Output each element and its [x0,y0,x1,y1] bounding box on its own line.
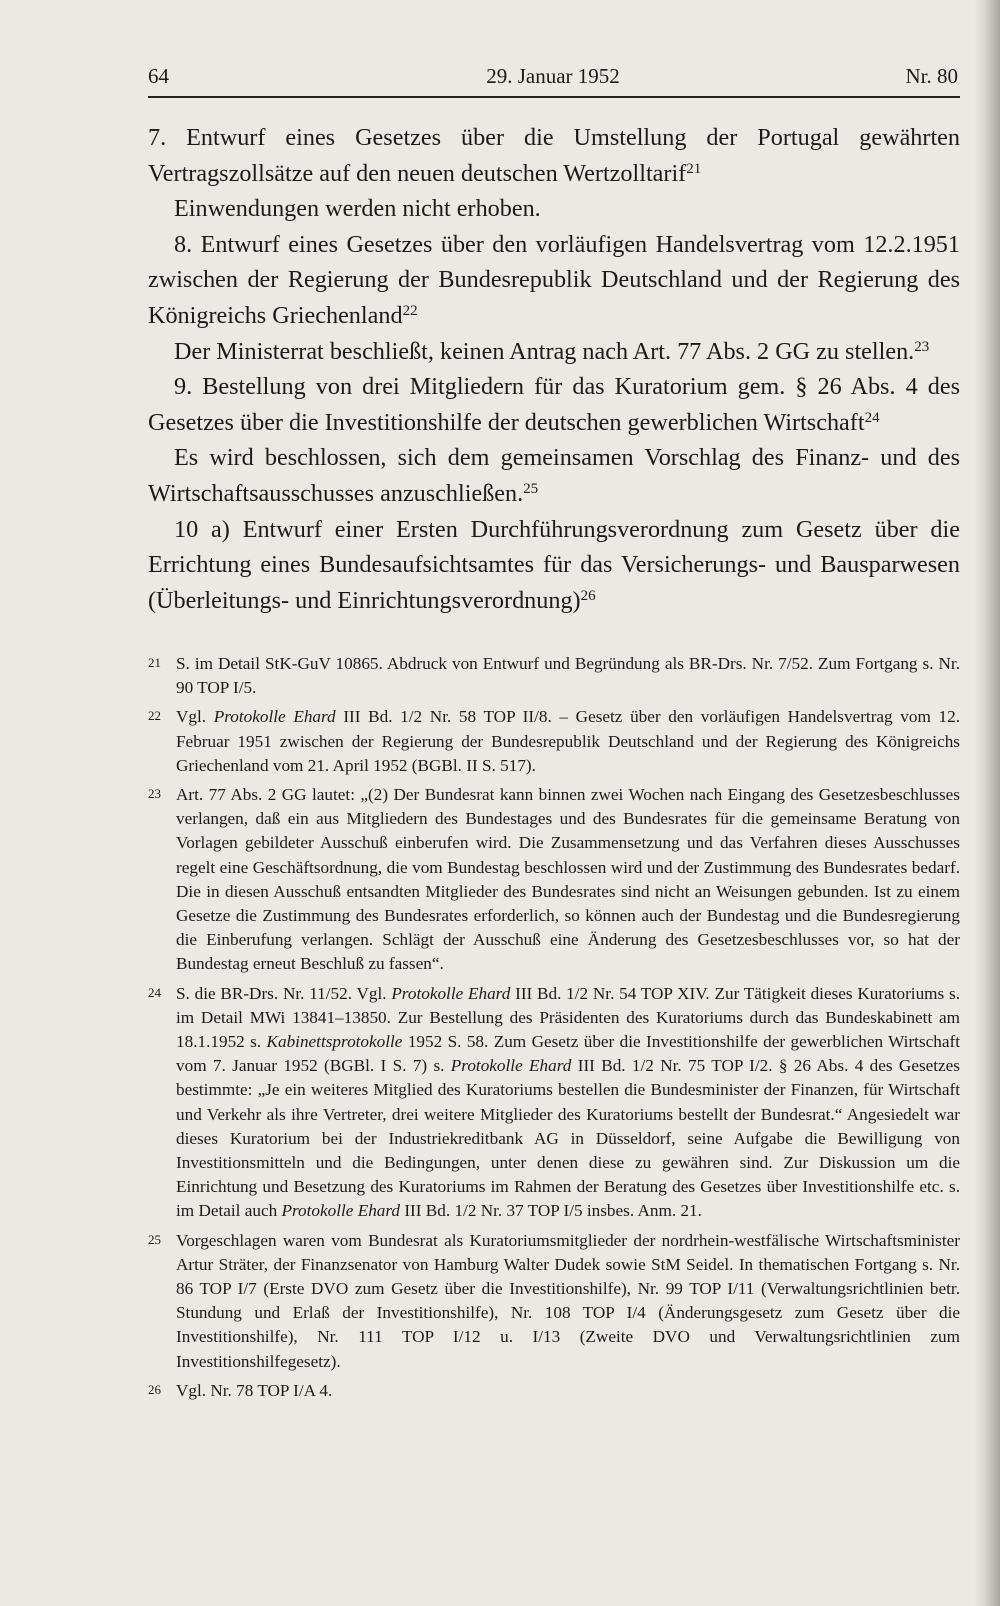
main-text [148,120,960,618]
agenda-item-7 [148,120,960,191]
footnote-number: 21 [148,655,161,670]
footnote-text: Vgl. Nr. 78 TOP I/A 4. [176,1380,333,1400]
paragraph-text: Einwendungen werden nicht erhoben. [174,195,541,223]
footnote-text: S. die BR-Drs. Nr. 11/52. Vgl. [176,983,392,1003]
paragraph-text: 8. Entwurf eines Gesetzes über den vorläufigen Handelsvertrag vom 12.2.1951 zwischen der Regierung der Bundesrepublik Deutschland und der Regierung des Königreichs Griechenland [148,230,960,329]
footnote-text: Vgl. [176,707,214,727]
footnote-text: Art. 77 Abs. 2 GG lautet: „(2) Der Bundesrat kann binnen zwei Wochen nach Eingang des Gesetzesbeschlusses verlangen, daß ein aus Mitgliedern des Bundestages und des Bundesrates für die gemeinsame Beratung von Vorlagen gebildeter Ausschuß einberufen wird. Die Zusammensetzung und das Verfahren dieses Ausschusses regelt eine Geschäftsordnung, die vom Bundestag beschlossen wird und der Zustimmung des Bundesrates bedarf. Die in diesen Ausschuß entsandten Mitglieder des Bundesrates sind nicht an Weisungen gebunden. Ist zu einem Gesetze die Zustimmung des Bundesrates erforderlich, so können auch der Bundestag und die Bundesregierung die Einberufung verlangen. Schlägt der Ausschuß eine Änderung des Gesetzesbeschlusses vor, so hat der Bundestag erneut Beschluß zu fassen“. [176,785,960,974]
footnote-22 [148,705,960,778]
session-date: 29. Januar 1952 [486,64,620,88]
footnote-23 [148,783,960,977]
cited-work-title: Protokolle Ehard [281,1201,401,1221]
paragraph-text: 7. Entwurf eines Gesetzes über die Umstellung der Portugal gewährten Vertragszollsätze auf den neuen deutschen Wertzolltarif [148,124,960,187]
footnote-21 [148,652,960,700]
footnote-ref: 22 [402,302,418,319]
agenda-item-8 [148,227,960,334]
footnotes [148,652,960,1408]
footnote-text: III Bd. 1/2 Nr. 75 TOP I/2. § 26 Abs. 4 des Gesetzes bestimmte: „Je ein weiteres Mitglied des Kuratoriums bestellen die Bundesminister der Finanzen, für Wirtschaft und Verkehr als ihre Vertreter, drei weitere Mitglieder des Kuratoriums bestellt der Bundesrat.“ Angesiedelt war dieses Kuratorium bei der Industriekreditbank AG in Düsseldorf, seine Aufgabe die Bewilligung von Investitionsmitteln und die Bedingungen, unter denen diese zu gewähren sind. Zur Diskussion um die Einrichtung und Besetzung des Kuratoriums im Rahmen der Beratung des Gesetzes über Investitionshilfe etc. s. im Detail auch [176,1056,960,1221]
cited-work-title: Kabinettsprotokolle [266,1032,403,1052]
footnote-text: S. im Detail StK-GuV 10865. Abdruck von Entwurf und Begründung als BR-Drs. Nr. 7/52. Zum Fortgang s. Nr. 90 TOP I/5. [176,654,960,698]
cited-work-title: Protokolle Ehard [213,707,336,727]
footnote-text: 1952 S. 58. Zum Gesetz über die Investitionshilfe der gewerblichen Wirtschaft vom 7. Januar 1952 (BGBl. I S. 7) s. [176,1032,960,1076]
footnote-text: Vorgeschlagen waren vom Bundesrat als Kuratoriumsmitglieder der nordrhein-westfälische Wirtschaftsminister Artur Sträter, der Finanzsenator von Hamburg Walter Dudek sowie StM Seidel. In thematischen Fortgang s. Nr. 86 TOP I/7 (Erste DVO zum Gesetz über die Investitionshilfe), Nr. 99 TOP I/11 (Verwaltungsrichtlinien betr. Stundung und Erlaß der Investitionshilfe), Nr. 108 TOP I/4 (Änderungsgesetz zum Gesetz über die Investitionshilfe), Nr. 111 TOP I/12 u. I/13 (Zweite DVO und Verwaltungsrichtlinien zum Investitionshilfegesetz). [176,1230,960,1371]
page-edge-shadow [974,0,1000,1606]
paragraph-text: 9. Bestellung von drei Mitgliedern für das Kuratorium gem. § 26 Abs. 4 des Gesetzes über die Investitionshilfe der deutschen gewerblichen Wirtschaft [148,373,960,436]
footnote-ref: 21 [686,160,702,177]
header-rule [148,96,960,98]
footnote-26 [148,1379,960,1403]
decision-7 [148,191,960,227]
cited-work-title: Protokolle Ehard [391,983,511,1003]
footnote-ref: 25 [523,480,539,497]
page-number: 64 [148,64,169,88]
agenda-item-10a [148,512,960,619]
paragraph-text: 10 a) Entwurf einer Ersten Durchführungsverordnung zum Gesetz über die Errichtung eines Bundesaufsichtsamtes für das Versicherungs- und Bausparwesen (Überleitungs- und Einrichtungsverordnung) [148,515,960,614]
footnote-number: 26 [148,1381,161,1397]
decision-8 [148,334,960,370]
footnote-ref: 24 [864,409,880,426]
footnote-number: 24 [148,984,161,1000]
session-number: Nr. 80 [905,64,958,88]
footnote-text: III Bd. 1/2 Nr. 58 TOP II/8. – Gesetz über den vorläufigen Handelsvertrag vom 12. Februar 1951 zwischen der Regierung der Bundesrepublik Deutschland und der Regierung des Königreichs Griechenland vom 21. April 1952 (BGBl. II S. 517). [176,707,961,775]
decision-9 [148,440,960,511]
footnote-number: 22 [148,708,161,724]
paragraph-text: Der Ministerrat beschließt, keinen Antrag nach Art. 77 Abs. 2 GG zu stellen. [174,337,915,365]
footnote-number: 23 [148,786,161,802]
footnote-25 [148,1229,960,1374]
agenda-item-9 [148,369,960,440]
footnote-text: III Bd. 1/2 Nr. 37 TOP I/5 insbes. Anm. 21. [400,1201,702,1221]
cited-work-title: Protokolle Ehard [450,1056,572,1076]
footnote-text: III Bd. 1/2 Nr. 54 TOP XIV. Zur Tätigkeit dieses Kuratoriums s. im Detail MWi 13841–13850. Zur Bestellung des Präsidenten des Kuratoriums durch das Bundeskabinett am 18.1.1952 s. [176,983,960,1052]
footnote-ref: 26 [580,587,596,604]
footnote-number: 25 [148,1231,161,1247]
paragraph-text: Es wird beschlossen, sich dem gemeinsamen Vorschlag des Finanz- und des Wirtschaftsausschusses anzuschließen. [148,444,960,507]
footnote-ref: 23 [914,338,930,355]
running-header [148,64,958,94]
footnote-24 [148,982,960,1224]
